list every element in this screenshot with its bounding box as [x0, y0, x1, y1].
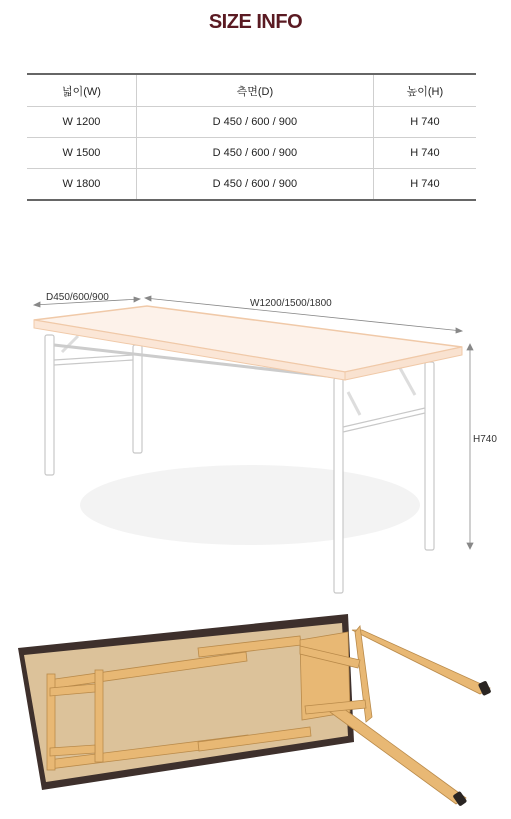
cell-width: W 1800	[27, 169, 136, 201]
header-depth: 측면(D)	[136, 74, 373, 107]
cell-height: H 740	[373, 138, 476, 169]
cell-depth: D 450 / 600 / 900	[136, 107, 373, 138]
floor-shadow	[80, 465, 420, 545]
cell-width: W 1200	[27, 107, 136, 138]
width-dimension-label: W1200/1500/1800	[250, 298, 332, 309]
page-title: SIZE INFO	[208, 11, 303, 33]
tabletop	[34, 306, 462, 380]
header-width: 넓이(W)	[27, 74, 136, 107]
header-height: 높이(H)	[373, 74, 476, 107]
cell-width: W 1500	[27, 138, 136, 169]
cell-depth: D 450 / 600 / 900	[136, 138, 373, 169]
depth-dimension-label: D450/600/900	[46, 292, 109, 303]
cell-depth: D 450 / 600 / 900	[136, 169, 373, 201]
cell-height: H 740	[373, 107, 476, 138]
cell-height: H 740	[373, 169, 476, 201]
folded-table-photo	[18, 614, 491, 807]
height-dimension-label: H740	[473, 434, 497, 445]
